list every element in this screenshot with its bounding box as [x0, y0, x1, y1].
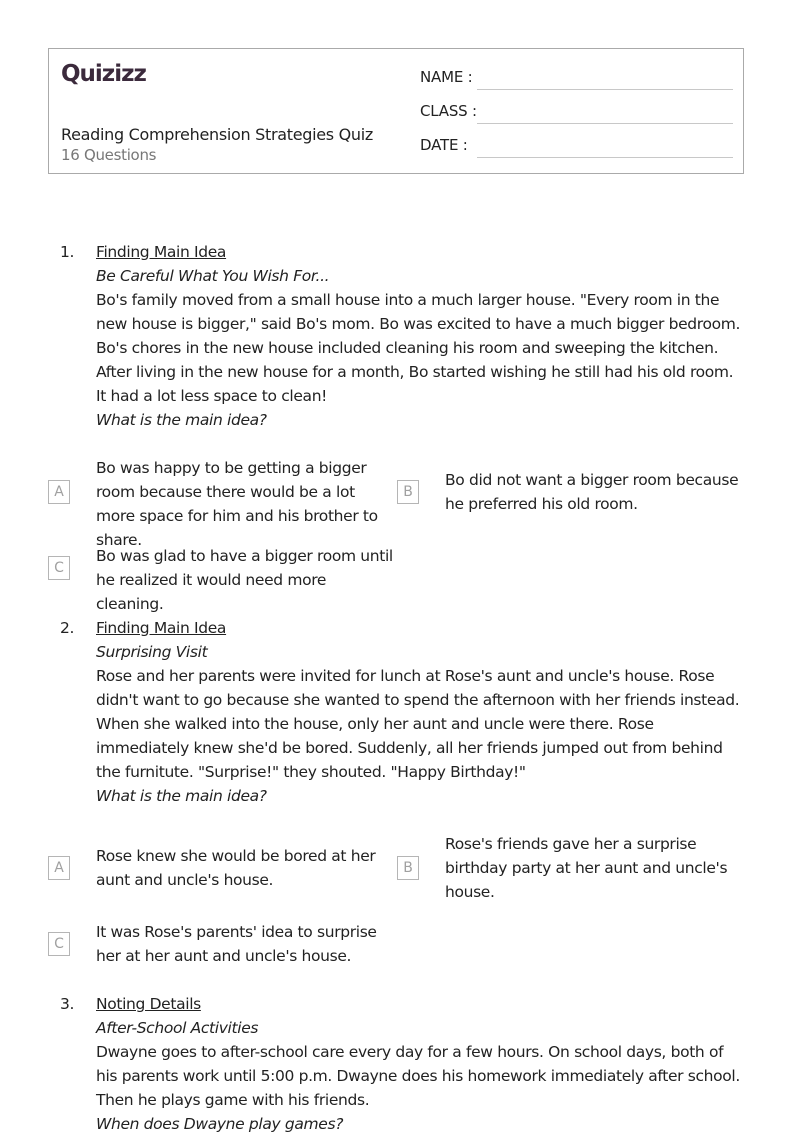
- class-field[interactable]: [477, 123, 733, 124]
- quiz-title: Reading Comprehension Strategies Quiz: [61, 125, 374, 144]
- question-body: [96, 240, 746, 432]
- option-b-text: Bo did not want a bigger room because he preferred his old room.: [445, 471, 739, 513]
- question-subtitle: After-School Activities: [96, 1019, 259, 1037]
- option-c-text: Bo was glad to have a bigger room until he realized it would need more cleaning.: [96, 547, 393, 613]
- question-passage: Dwayne goes to after-school care every day for a few hours. On school days, both of his parents work until 5:00 p.m. Dwayne does his homework immediately after school. Then he plays game with his friends.: [96, 1043, 740, 1109]
- worksheet-header: [48, 48, 744, 174]
- name-field[interactable]: [477, 89, 733, 90]
- date-field[interactable]: [477, 157, 733, 158]
- question-number: 2.: [60, 619, 75, 637]
- question-number: 3.: [60, 995, 75, 1013]
- quizizz-logo: [61, 59, 153, 87]
- option-b-box[interactable]: B: [397, 856, 419, 880]
- question-body: [96, 992, 746, 1136]
- class-label: CLASS :: [420, 102, 477, 120]
- option-c-box[interactable]: C: [48, 556, 70, 580]
- question-passage: Bo's family moved from a small house into a much larger house. "Every room in the new house is bigger," said Bo's mom. Bo was excited to have a much bigger bedroom. Bo's chores in the new house included cleaning his room and sweeping the kitchen. After living in the new house for a month, Bo started wishing he still had his old room. It had a lot less space to clean!: [96, 291, 741, 405]
- option-a-text: Bo was happy to be getting a bigger room because there would be a lot more space for him and his brother to share.: [96, 459, 378, 549]
- question-body: [96, 616, 746, 808]
- option-a-box[interactable]: A: [48, 856, 70, 880]
- question-passage: Rose and her parents were invited for lunch at Rose's aunt and uncle's house. Rose didn't want to go because she wanted to spend the afternoon with her friends instead. When she walked into the house, only her aunt and uncle were there. Rose immediately knew she'd be bored. Suddenly, all her friends jumped out from behind the furnitute. "Surprise!" they shouted. "Happy Birthday!": [96, 667, 740, 781]
- question-prompt: When does Dwayne play games?: [96, 1115, 344, 1133]
- question-subtitle: Surprising Visit: [96, 643, 208, 661]
- question-subtitle: Be Careful What You Wish For...: [96, 267, 330, 285]
- option-a-text: Rose knew she would be bored at her aunt and uncle's house.: [96, 847, 376, 889]
- option-c-text: It was Rose's parents' idea to surprise her at her aunt and uncle's house.: [96, 923, 377, 965]
- question-topic: Finding Main Idea: [96, 619, 227, 637]
- date-label: DATE :: [420, 136, 468, 154]
- question-topic: Noting Details: [96, 995, 201, 1013]
- question-prompt: What is the main idea?: [96, 411, 267, 429]
- option-b-text: Rose's friends gave her a surprise birthday party at her aunt and uncle's house.: [445, 835, 728, 901]
- option-c-box[interactable]: C: [48, 932, 70, 956]
- question-number: 1.: [60, 243, 75, 261]
- question-count: 16 Questions: [61, 146, 157, 164]
- option-a-box[interactable]: A: [48, 480, 70, 504]
- question-prompt: What is the main idea?: [96, 787, 267, 805]
- option-b-box[interactable]: B: [397, 480, 419, 504]
- question-topic: Finding Main Idea: [96, 243, 227, 261]
- name-label: NAME :: [420, 68, 473, 86]
- svg-text:Quizizz: Quizizz: [61, 61, 146, 87]
